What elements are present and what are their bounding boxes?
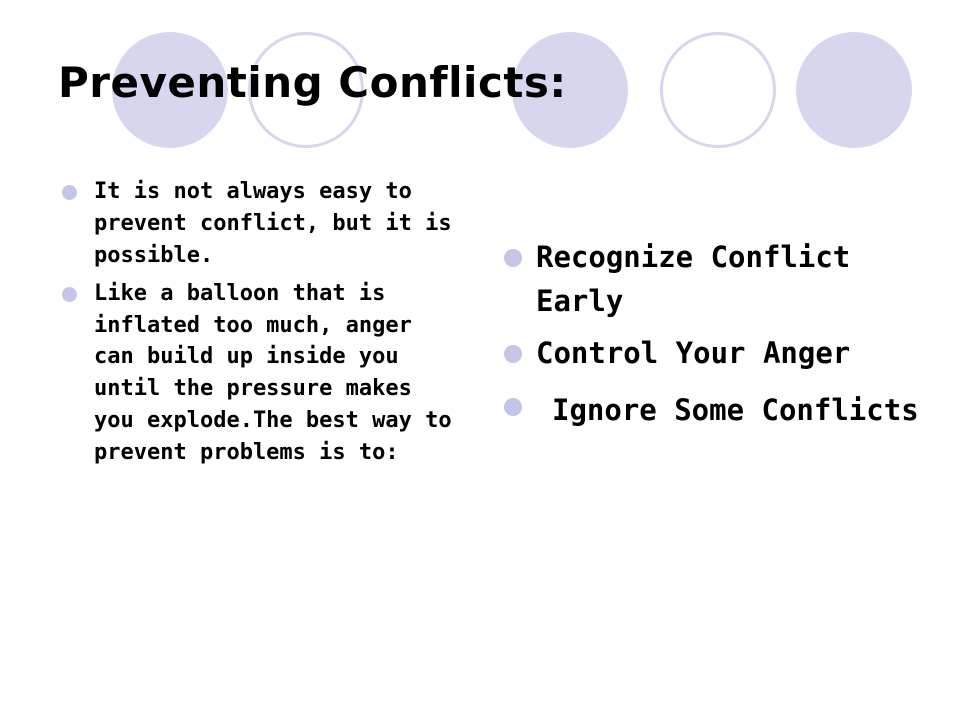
bullet-text: It is not always easy to prevent conflict, but it is possible.	[94, 179, 452, 268]
bullet-item	[504, 332, 944, 376]
bullet-text: Control Your Anger	[536, 336, 851, 370]
bullet-dot-icon	[504, 345, 522, 363]
bullet-dot-icon	[504, 398, 522, 416]
bullet-item	[504, 236, 944, 323]
bullet-text: Ignore Some Conflicts	[552, 392, 919, 427]
bullet-dot-icon	[504, 249, 522, 267]
slide-title: Preventing Conflicts:	[58, 58, 567, 107]
right-bullet-list	[504, 236, 944, 445]
decorative-circle-filled	[796, 32, 912, 148]
bullet-item	[62, 176, 462, 272]
bullet-text: Like a balloon that is inflated too much, anger can build up inside you until the pressure makes you explode.The best way to prevent problems is to:	[94, 280, 452, 466]
bullet-text: Recognize Conflict Early	[536, 240, 851, 318]
decorative-circle-outline	[660, 32, 776, 148]
bullet-dot-icon	[62, 287, 77, 302]
bullet-item	[62, 278, 462, 469]
bullet-item	[504, 385, 944, 437]
left-bullet-list	[62, 176, 462, 475]
bullet-dot-icon	[62, 185, 77, 200]
